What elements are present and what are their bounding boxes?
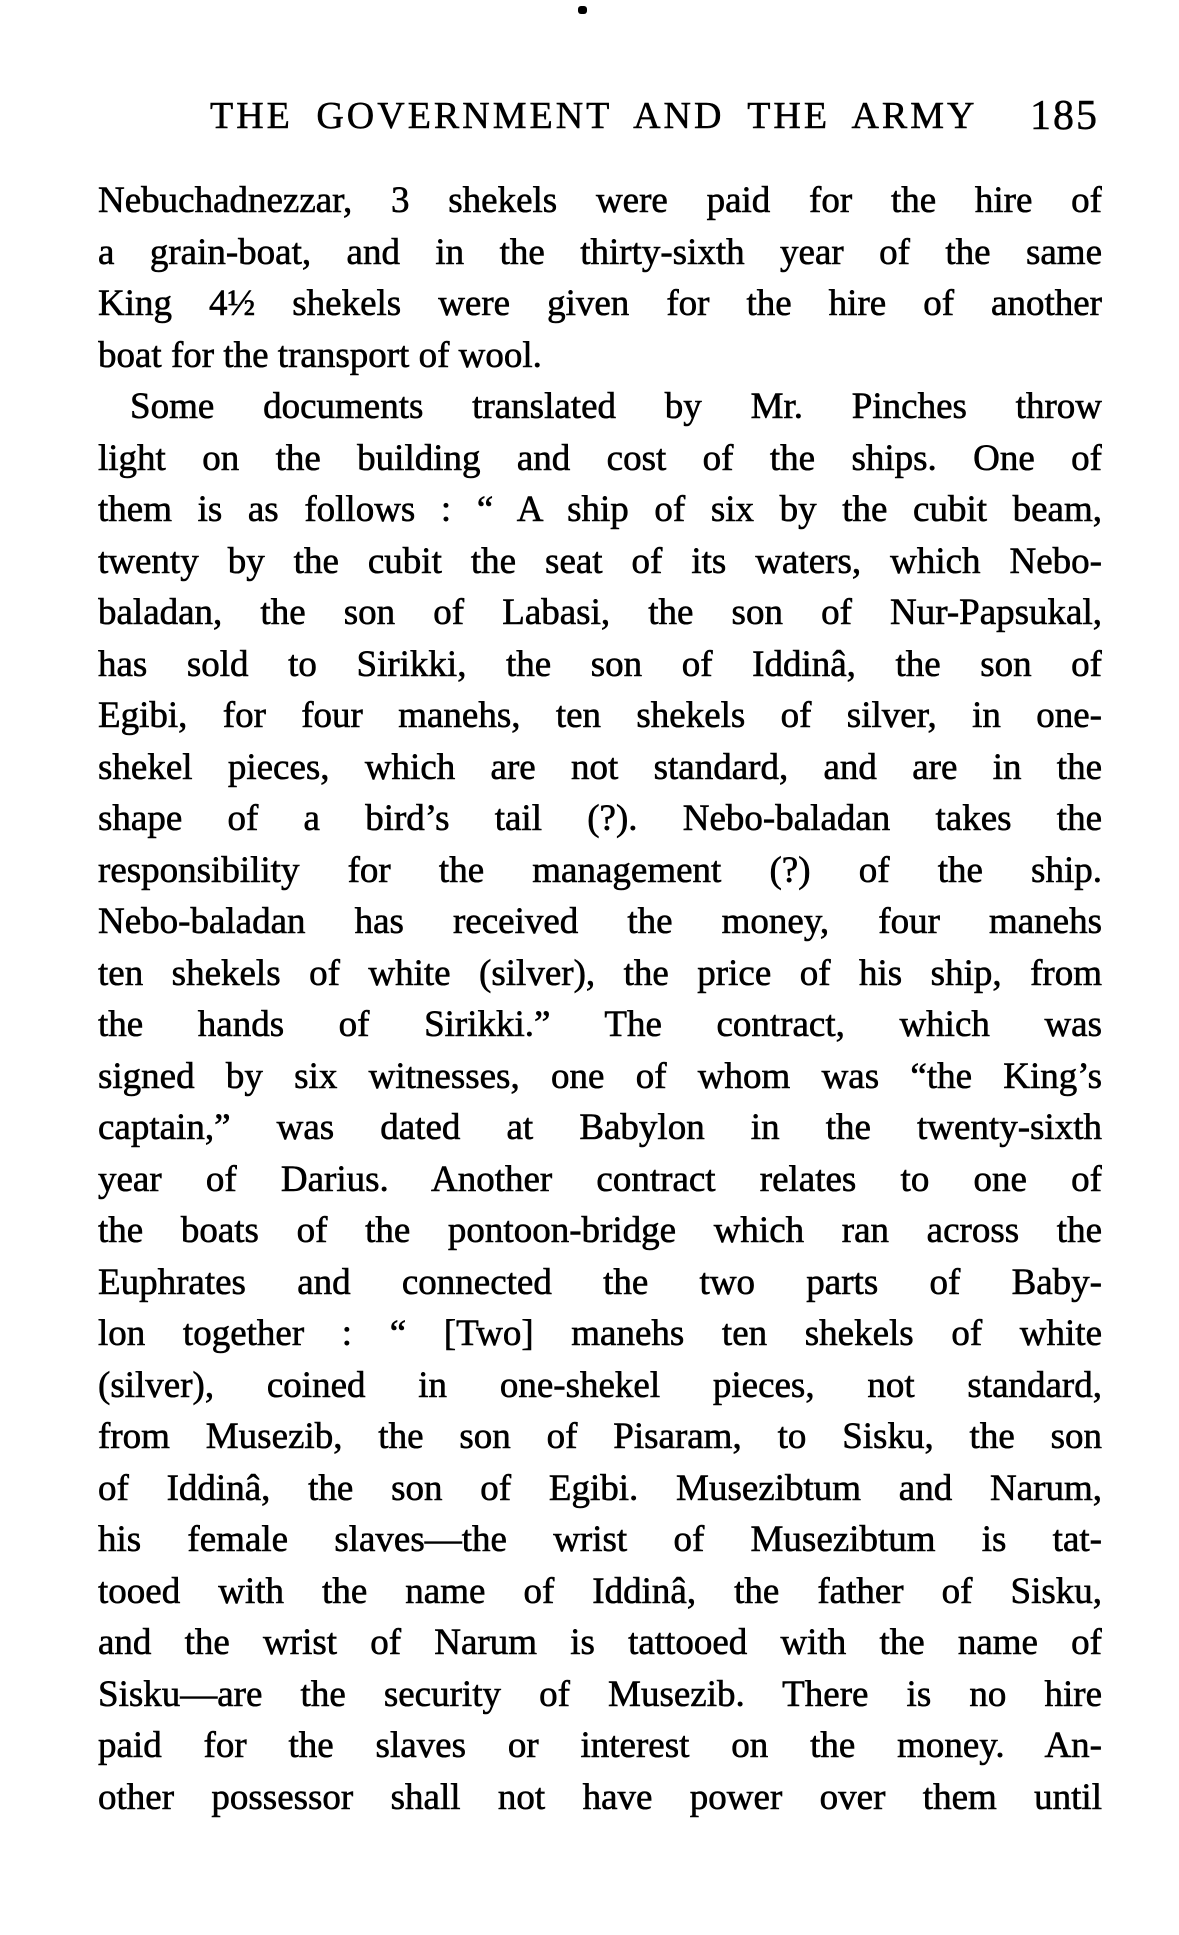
text-line: a grain-boat, and in the thirty-sixth year of the same (98, 231, 1102, 273)
text-line: ten shekels of white (silver), the price of his ship, from (98, 952, 1102, 994)
top-dot-mark (578, 6, 587, 14)
text-line: of Iddinâ, the son of Egibi. Musezibtum and Narum, (98, 1467, 1102, 1509)
text-line: the hands of Sirikki.” The contract, which was (98, 1004, 1102, 1045)
page-number: 185 (1030, 93, 1099, 139)
text-line: Nebo-baladan has received the money, four manehs (98, 901, 1102, 942)
text-line: Some documents translated by Mr. Pinches throw (130, 386, 1102, 427)
text-line: Nebuchadnezzar, 3 shekels were paid for the hire of (98, 180, 1102, 221)
text-line: captain,” was dated at Babylon in the twenty-sixth (98, 1107, 1102, 1148)
text-line: them is as follows : “ A ship of six by the cubit beam, (98, 489, 1102, 530)
body-text-block (98, 175, 1102, 1823)
text-line: Egibi, for four manehs, ten shekels of silver, in one- (98, 695, 1102, 736)
text-line: has sold to Sirikki, the son of Iddinâ, the son of (98, 643, 1102, 685)
text-line: other possessor shall not have power over them until (98, 1776, 1102, 1818)
text-line: signed by six witnesses, one of whom was “the King’s (98, 1055, 1102, 1097)
text-line: year of Darius. Another contract relates to one of (98, 1158, 1102, 1200)
text-line: twenty by the cubit the seat of its waters, which Nebo- (98, 540, 1102, 582)
text-line: shape of a bird’s tail (?). Nebo-baladan takes the (98, 798, 1102, 839)
running-header-title: THE GOVERNMENT AND THE ARMY (210, 95, 978, 137)
text-line: baladan, the son of Labasi, the son of Nur-Papsukal, (98, 592, 1102, 633)
text-line: lon together : “ [Two] manehs ten shekels of white (98, 1313, 1102, 1354)
text-line: light on the building and cost of the ships. One of (98, 437, 1102, 479)
text-line: the boats of the pontoon-bridge which ran across the (98, 1210, 1102, 1251)
text-line: Sisku—are the security of Musezib. There is no hire (98, 1673, 1102, 1715)
text-line: Euphrates and connected the two parts of Baby- (98, 1261, 1102, 1303)
text-line: his female slaves—the wrist of Musezibtum is tat- (98, 1519, 1102, 1560)
text-line: tooed with the name of Iddinâ, the father of Sisku, (98, 1570, 1102, 1612)
text-line: boat for the transport of wool. (98, 334, 542, 376)
text-line: and the wrist of Narum is tattooed with the name of (98, 1622, 1102, 1663)
text-line: from Musezib, the son of Pisaram, to Sisku, the son (98, 1416, 1102, 1457)
text-line: (silver), coined in one-shekel pieces, not standard, (98, 1364, 1102, 1406)
text-line: shekel pieces, which are not standard, and are in the (98, 746, 1102, 788)
text-line: King 4½ shekels were given for the hire of another (98, 283, 1102, 324)
text-line: paid for the slaves or interest on the money. An- (98, 1725, 1102, 1766)
text-line: responsibility for the management (?) of the ship. (98, 849, 1102, 891)
